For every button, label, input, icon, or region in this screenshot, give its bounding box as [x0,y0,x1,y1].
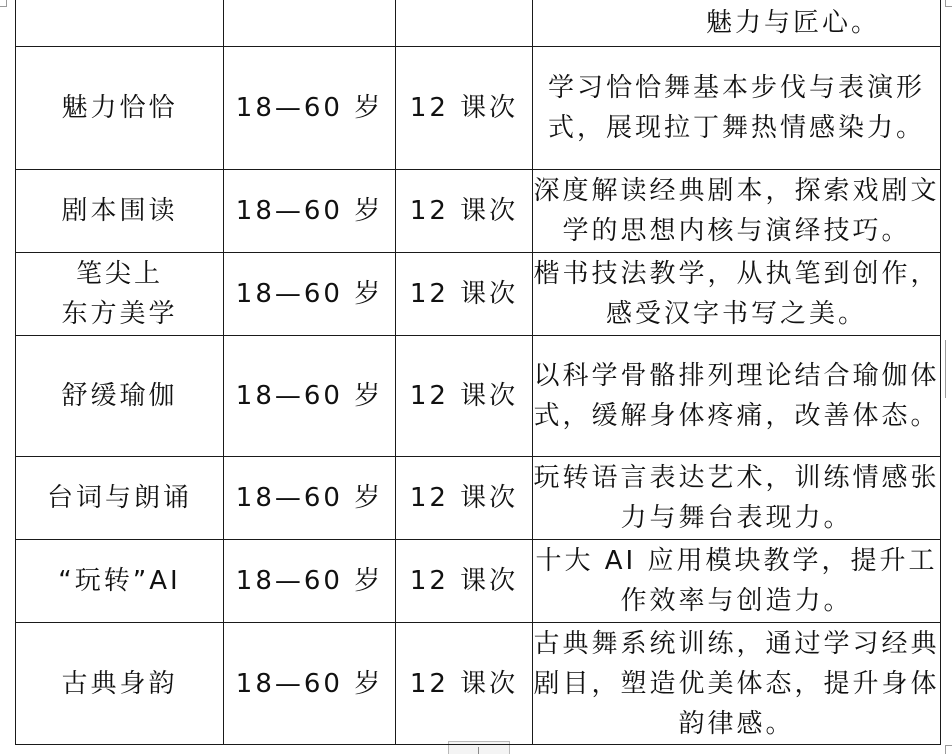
table-row [16,457,941,540]
course-name-cell [16,0,224,47]
sessions-cell: 12 课次 [396,336,533,457]
table-row [16,540,941,623]
description-cell [533,47,941,170]
course-name: 古典身韵 [61,668,178,699]
age-range-cell [224,0,396,47]
age-range-cell: 18—60 岁 [224,253,396,336]
sessions-cell: 12 课次 [396,253,533,336]
course-name-cell [16,253,224,336]
course-name-cell [16,623,224,745]
page-corner-mark [0,0,7,7]
course-name: 魅力恰恰 [61,93,178,123]
table-row [16,47,941,170]
description-text: 学习恰恰舞基本步伐与表演形式，展现拉丁舞热情感染力。 [547,73,925,143]
course-table [15,0,941,745]
course-name-cell [16,457,224,540]
course-name-cell [16,47,224,170]
course-name: 笔尖上 东方美学 [61,259,178,329]
sessions-cell: 12 课次 [396,540,533,623]
age-range-cell: 18—60 岁 [224,457,396,540]
course-name-cell [16,540,224,623]
course-name-cell [16,336,224,457]
description-text: 玩转语言表达艺术，训练情感张力与舞台表现力。 [533,463,940,533]
description-cell [533,336,941,457]
description-text: 楷书技法教学，从执笔到创作，感受汉字书写之美。 [533,259,940,329]
age-range-cell: 18—60 岁 [224,170,396,253]
page-side-marker [945,340,952,398]
age-range-cell: 18—60 岁 [224,623,396,745]
description-text: 十大 AI 应用模块教学，提升工作效率与创造力。 [535,546,938,616]
course-name: 剧本围读 [61,196,178,226]
description-cell [533,170,941,253]
course-name-cell [16,170,224,253]
page-corner-mark [945,745,952,754]
age-range-cell: 18—60 岁 [224,47,396,170]
description-text: 深度解读经典剧本，探索戏剧文学的思想内核与演绎技巧。 [533,176,940,246]
description-cell [533,0,941,47]
description-text: 魅力与匠心。 [705,7,880,38]
description-text: 古典舞系统训练，通过学习经典剧目，塑造优美体态，提升身体韵律感。 [533,628,940,739]
table-row [16,623,941,745]
sessions-cell: 12 课次 [396,457,533,540]
course-name: 台词与朗诵 [46,483,192,513]
table-row [16,170,941,253]
page-corner-mark [945,0,952,7]
sessions-cell: 12 课次 [396,47,533,170]
table-row [16,0,941,47]
age-range-cell: 18—60 岁 [224,336,396,457]
course-name: “玩转”AI [58,566,181,596]
course-name: 舒缓瑜伽 [61,381,178,411]
description-cell [533,540,941,623]
description-text: 以科学骨骼排列理论结合瑜伽体式，缓解身体疼痛，改善体态。 [533,361,940,431]
table-row [16,253,941,336]
description-cell [533,253,941,336]
description-cell [533,457,941,540]
sessions-cell [396,0,533,47]
age-range-cell: 18—60 岁 [224,540,396,623]
description-cell [533,623,941,745]
sessions-cell: 12 课次 [396,623,533,745]
sessions-cell: 12 课次 [396,170,533,253]
table-row [16,336,941,457]
